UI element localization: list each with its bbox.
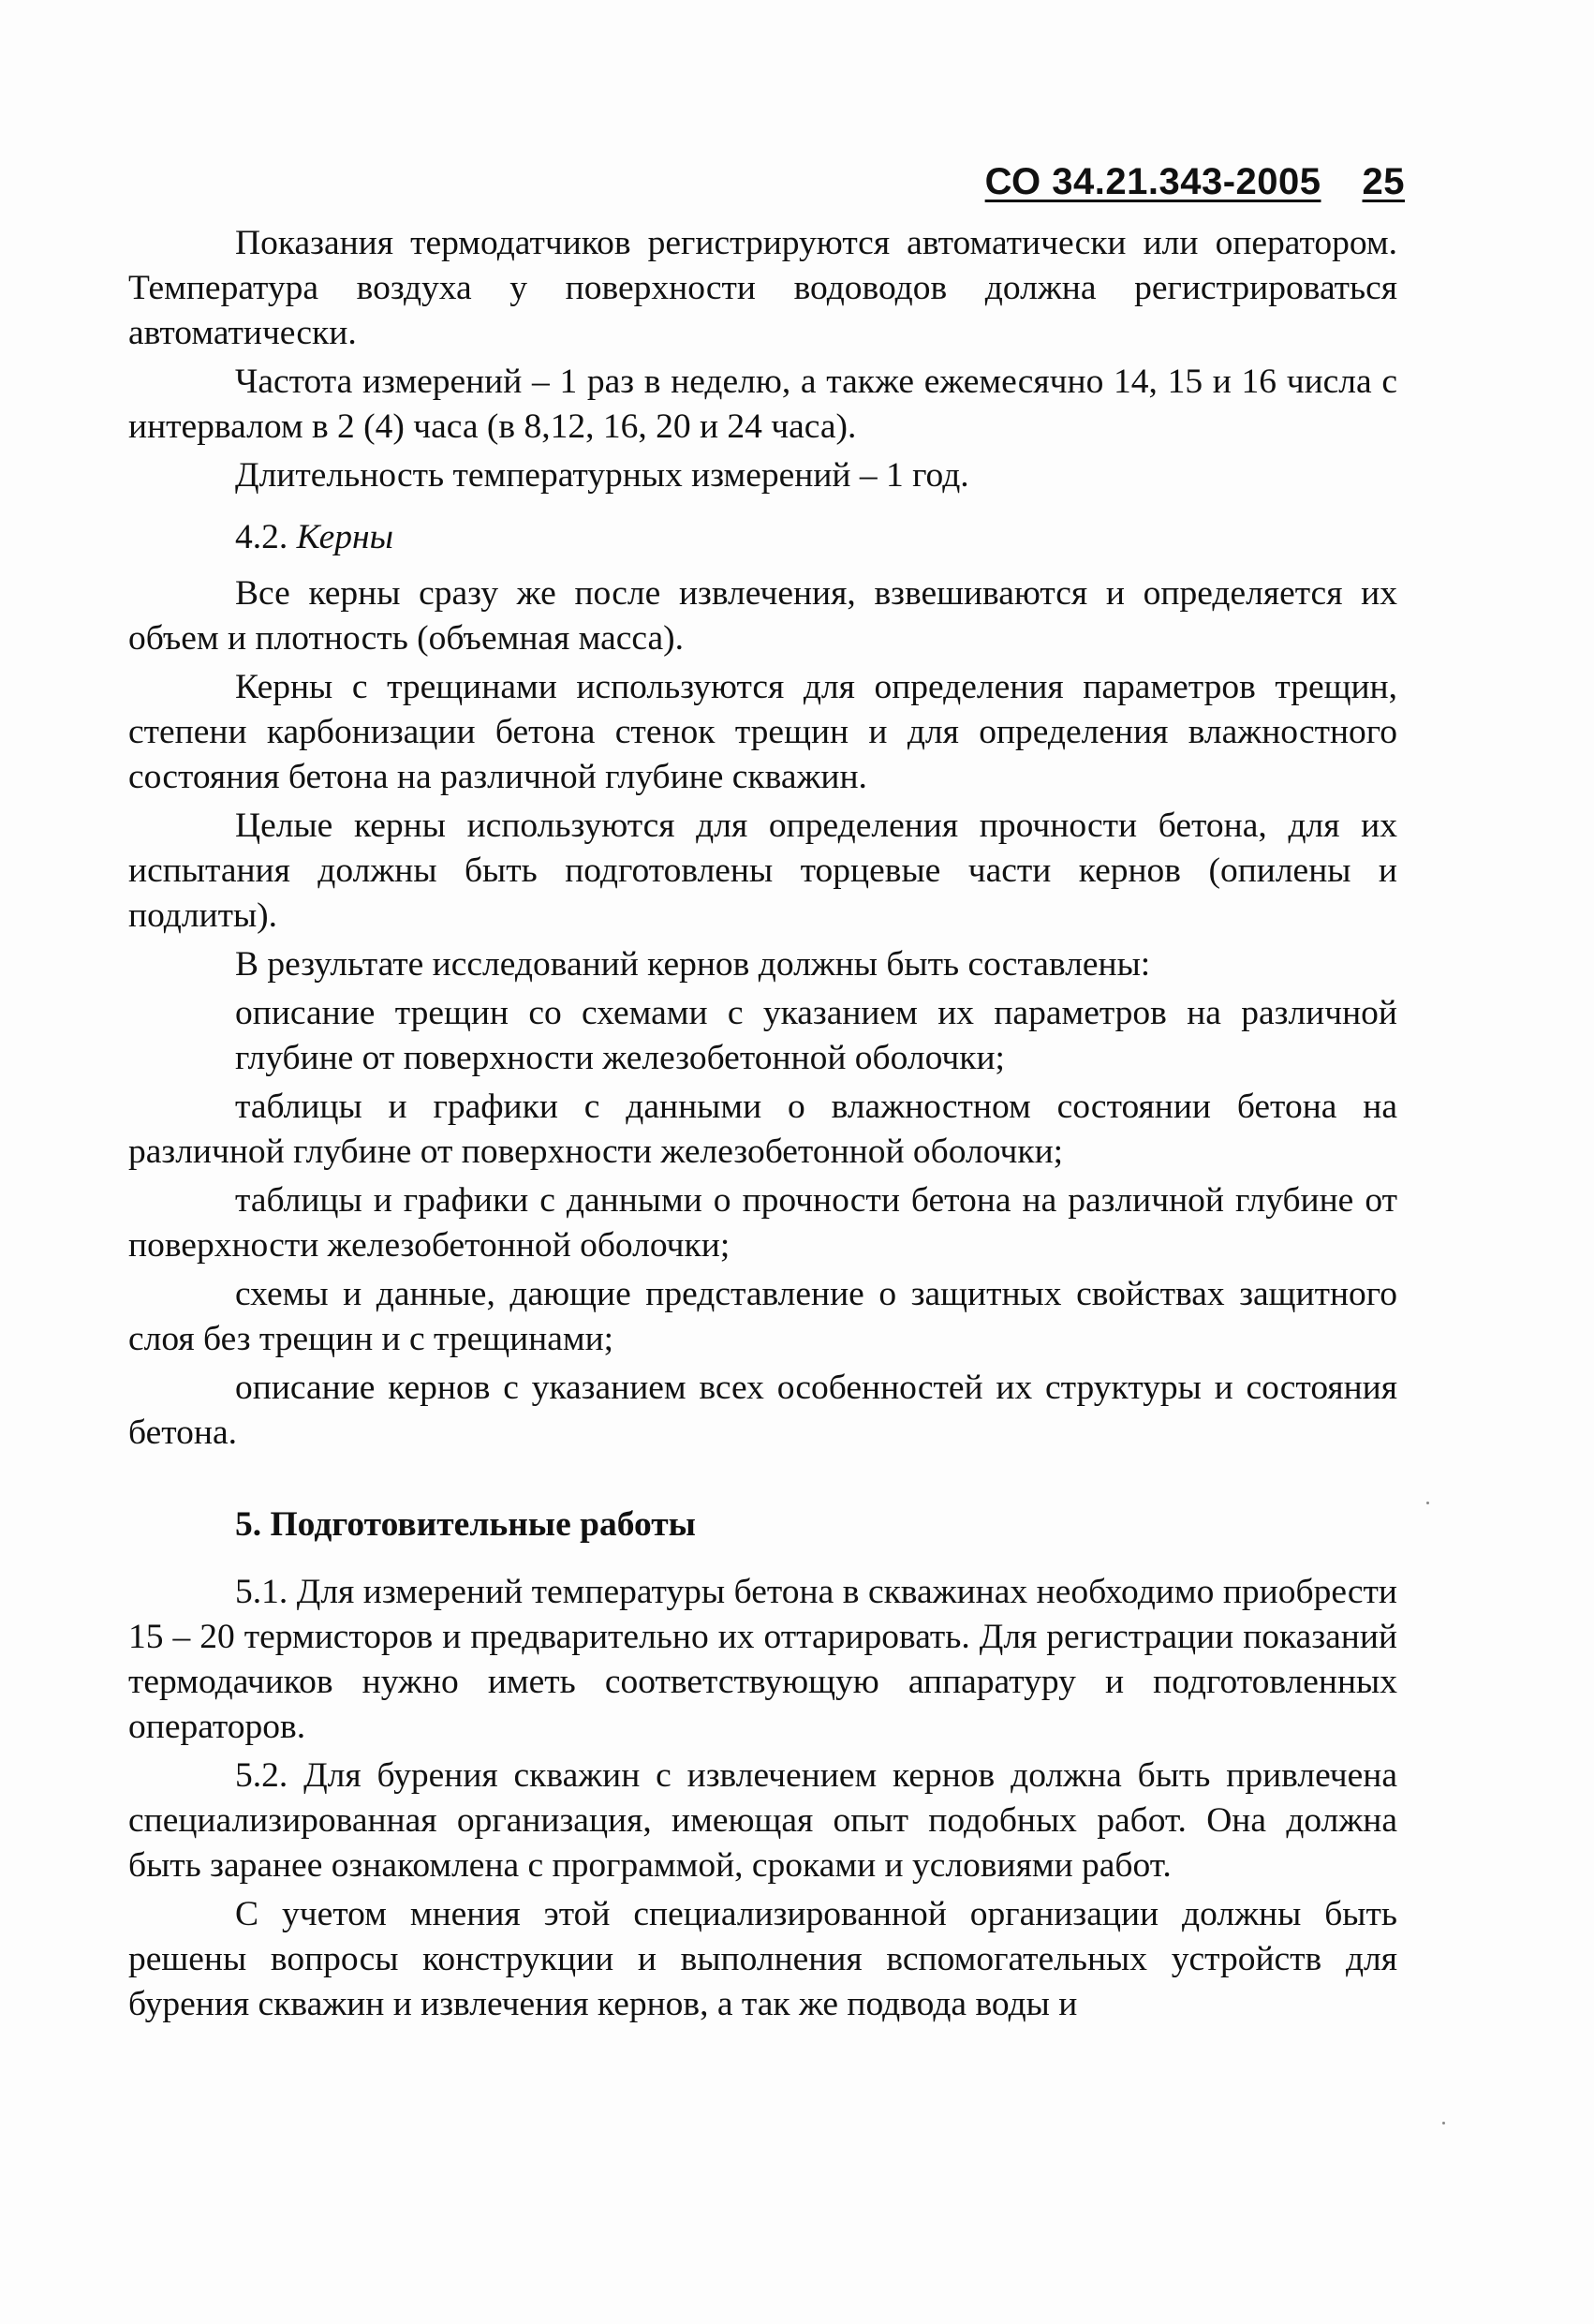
paragraph: Частота измерений – 1 раз в неделю, а также ежемесячно 14, 15 и 16 числа с интервалом в 2 (4) часа (в 8,12, 16, 20 и 24 часа). xyxy=(128,363,1397,446)
paragraph: Все керны сразу же после извлечения, взвешиваются и определяется их объем и плотность (объемная масса). xyxy=(128,574,1397,658)
page-header xyxy=(985,161,1405,203)
paragraph: Керны с трещинами используются для определения параметров трещин, степени карбонизации бетона стенок трещин и для определения влажностного состояния бетона на различной глубине скважин. xyxy=(128,668,1397,796)
paragraph: С учетом мнения этой специализированной организации должны быть решены вопросы конструкции и выполнения вспомогательных устройств для бурения скважин и извлечения кернов, а так же подвода воды и xyxy=(128,1895,1397,2023)
scan-speck xyxy=(1442,2122,1445,2124)
subsection-title: Керны xyxy=(296,518,393,556)
paragraph: 5.1. Для измерений температуры бетона в скважинах необходимо приобрести 15 – 20 термисторов и предварительно их оттарировать. Для регистрации показаний термодачиков нужно иметь соответствующую аппаратуру и подготовленных операторов. xyxy=(128,1573,1397,1746)
paragraph: 5.2. Для бурения скважин с извлечением кернов должна быть привлечена специализированная организация, имеющая опыт подобных работ. Она должна быть заранее ознакомлена с программой, сроками и условиями работ. xyxy=(128,1756,1397,1885)
list-item: схемы и данные, дающие представление о защитных свойствах защитного слоя без трещин и с трещинами; xyxy=(128,1275,1397,1358)
list-item: описание кернов с указанием всех особенностей их структуры и состояния бетона. xyxy=(128,1369,1397,1452)
paragraph: Длительность температурных измерений – 1 год. xyxy=(235,456,969,495)
list-item: описание трещин со схемами с указанием их параметров на различной глубине от поверхности железобетонной оболочки; xyxy=(235,994,1397,1077)
paragraph: Целые керны используются для определения прочности бетона, для их испытания должны быть подготовлены торцевые части кернов (опилены и подлиты). xyxy=(128,807,1397,935)
list-item: таблицы и графики с данными о влажностном состоянии бетона на различной глубине от поверхности железобетонной оболочки; xyxy=(128,1088,1397,1171)
paragraph: Показания термодатчиков регистрируются автоматически или оператором. Температура воздуха у поверхности водоводов должна регистрироваться автоматически. xyxy=(128,224,1397,352)
page-number: 25 xyxy=(1362,161,1405,202)
body-text xyxy=(128,221,1397,2031)
list-item: таблицы и графики с данными о прочности бетона на различной глубине от поверхности железобетонной оболочки; xyxy=(128,1181,1397,1265)
section-heading: 5. Подготовительные работы xyxy=(235,1505,696,1544)
scan-speck xyxy=(1426,1502,1429,1504)
document-code: СО 34.21.343-2005 xyxy=(984,161,1321,202)
subsection-number: 4.2. xyxy=(235,518,288,556)
subsection-heading xyxy=(128,515,1397,560)
paragraph: В результате исследований кернов должны быть составлены: xyxy=(235,945,1151,984)
